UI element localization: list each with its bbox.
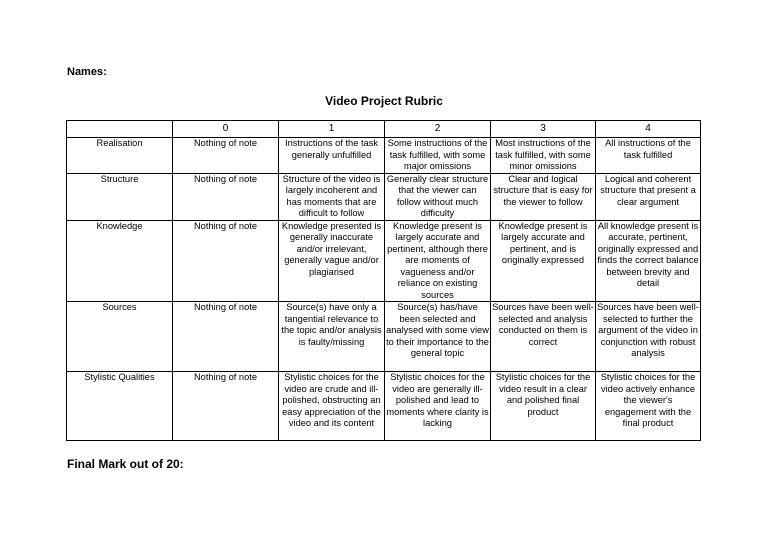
header-score-2: 2 — [385, 121, 491, 138]
score-cell: Nothing of note — [173, 138, 279, 174]
score-cell: Generally clear structure that the viewer can follow without much difficulty — [385, 173, 491, 220]
score-cell: Nothing of note — [173, 372, 279, 441]
header-score-0: 0 — [173, 121, 279, 138]
table-row — [67, 302, 701, 372]
header-row — [67, 121, 701, 138]
score-cell: Nothing of note — [173, 173, 279, 220]
score-cell: Clear and logical structure that is easy for the viewer to follow — [491, 173, 596, 220]
score-cell: Structure of the video is largely incoherent and has moments that are difficult to follow — [279, 173, 385, 220]
table-row — [67, 372, 701, 441]
table-row — [67, 138, 701, 174]
score-cell: Source(s) has/have been selected and analysed with some view to their importance to the general topic — [385, 302, 491, 372]
rubric-table — [66, 120, 701, 441]
score-cell: Nothing of note — [173, 302, 279, 372]
score-cell: Sources have been well-selected to further the argument of the video in conjunction with robust analysis — [596, 302, 701, 372]
criterion-cell: Sources — [67, 302, 173, 372]
score-cell: Knowledge present is largely accurate and pertinent, although there are moments of vagueness and/or reliance on existing sources — [385, 220, 491, 302]
score-cell: Some instructions of the task fulfilled, with some major omissions — [385, 138, 491, 174]
header-criterion — [67, 121, 173, 138]
score-cell: Most instructions of the task fulfilled, with some minor omissions — [491, 138, 596, 174]
score-cell: Logical and coherent structure that present a clear argument — [596, 173, 701, 220]
score-cell: Stylistic choices for the video are crude and ill-polished, obstructing an easy appreciation of the video and its content — [279, 372, 385, 441]
score-cell: Stylistic choices for the video result in a clear and polished final product — [491, 372, 596, 441]
score-cell: Nothing of note — [173, 220, 279, 302]
score-cell: Knowledge present is largely accurate and pertinent, and is originally expressed — [491, 220, 596, 302]
score-cell: Instructions of the task generally unfulfilled — [279, 138, 385, 174]
table-row — [67, 220, 701, 302]
criterion-cell: Knowledge — [67, 220, 173, 302]
criterion-cell: Stylistic Qualities — [67, 372, 173, 441]
score-cell: All instructions of the task fulfilled — [596, 138, 701, 174]
score-cell: All knowledge present is accurate, pertinent, originally expressed and finds the correct balance between brevity and detail — [596, 220, 701, 302]
names-label: Names: — [67, 66, 107, 78]
page-title: Video Project Rubric — [325, 94, 443, 108]
score-cell: Knowledge presented is generally inaccurate and/or irrelevant, generally vague and/or plagiarised — [279, 220, 385, 302]
criterion-cell: Realisation — [67, 138, 173, 174]
criterion-cell: Structure — [67, 173, 173, 220]
score-cell: Stylistic choices for the video actively enhance the viewer's engagement with the final product — [596, 372, 701, 441]
header-score-1: 1 — [279, 121, 385, 138]
score-cell: Source(s) have only a tangential relevance to the topic and/or analysis is faulty/missing — [279, 302, 385, 372]
header-score-3: 3 — [491, 121, 596, 138]
header-score-4: 4 — [596, 121, 701, 138]
score-cell: Sources have been well-selected and analysis conducted on them is correct — [491, 302, 596, 372]
score-cell: Stylistic choices for the video are generally ill-polished and lead to moments where clarity is lacking — [385, 372, 491, 441]
final-mark-label: Final Mark out of 20: — [67, 457, 184, 471]
table-row — [67, 173, 701, 220]
